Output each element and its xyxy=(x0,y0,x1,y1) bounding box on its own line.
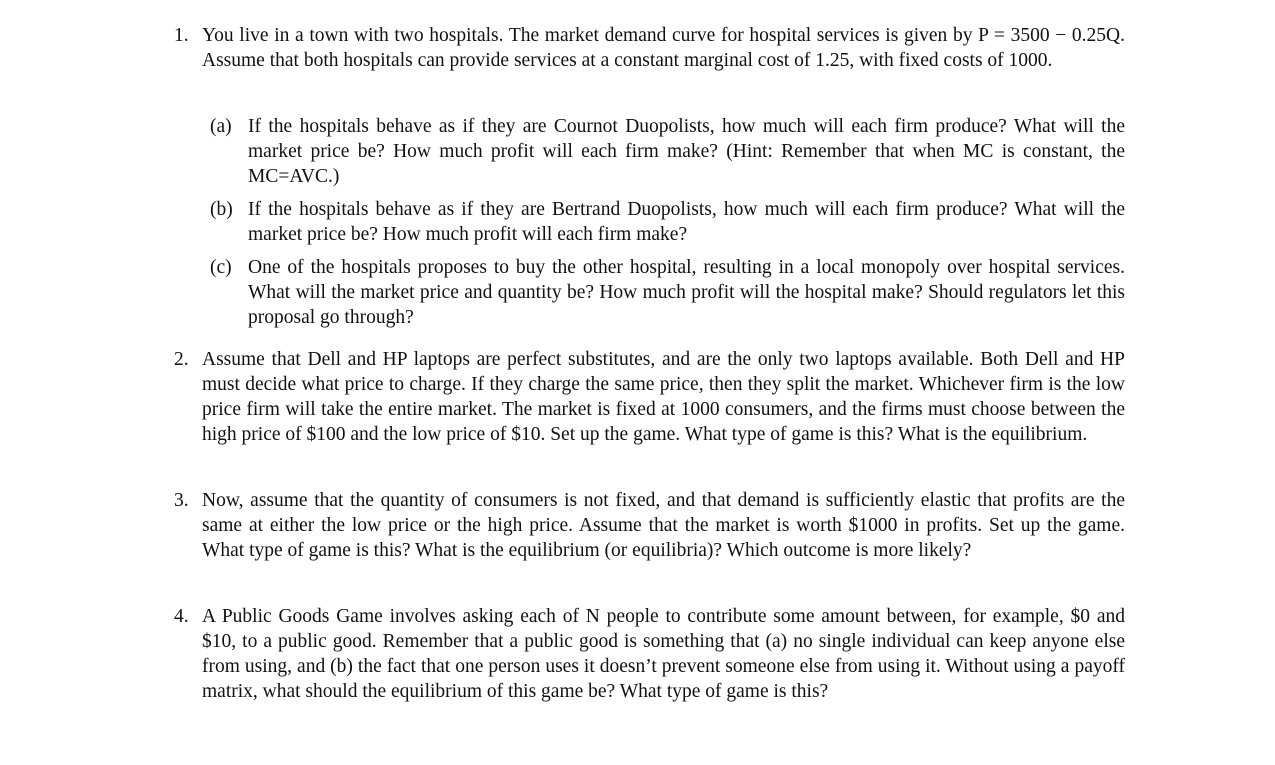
problem-3 xyxy=(174,488,1125,563)
part-label: (b) xyxy=(210,199,233,220)
problem-number: 2. xyxy=(174,349,189,370)
part-label: (c) xyxy=(210,257,232,278)
problem-number: 1. xyxy=(174,25,189,46)
problem-4 xyxy=(174,604,1125,704)
part-label: (a) xyxy=(210,116,232,137)
problem-2 xyxy=(174,347,1125,447)
problem-1-part-b xyxy=(210,197,1125,247)
problem-1-part-a xyxy=(210,114,1125,189)
problem-1 xyxy=(174,23,1125,73)
problem-1-part-c xyxy=(210,255,1125,330)
part-text: If the hospitals behave as if they are Cournot Duopolists, how much will each firm produce? What will the market price be? How much profit will each firm make? (Hint: Remember that when MC is constant, the MC=AVC.) xyxy=(248,116,1125,187)
problem-number: 3. xyxy=(174,490,189,511)
problem-text: Now, assume that the quantity of consumers is not fixed, and that demand is sufficiently elastic that profits are the same at either the low price or the high price. Assume that the market is worth $1000 in profits. Set up the game. What type of game is this? What is the equilibrium (or equilibria)? Which outcome is more likely? xyxy=(202,490,1125,561)
part-text: One of the hospitals proposes to buy the other hospital, resulting in a local monopoly over hospital services. What will the market price and quantity be? How much profit will the hospital make? Should regulators let this proposal go through? xyxy=(248,257,1125,328)
part-text: If the hospitals behave as if they are Bertrand Duopolists, how much will each firm produce? What will the market price be? How much profit will each firm make? xyxy=(248,199,1125,245)
problem-text: You live in a town with two hospitals. The market demand curve for hospital services is given by P = 3500 − 0.25Q. Assume that both hospitals can provide services at a constant marginal cost of 1.25, with fixed costs of 1000. xyxy=(202,25,1125,71)
problem-text: A Public Goods Game involves asking each of N people to contribute some amount between, for example, $0 and $10, to a public good. Remember that a public good is something that (a) no single individual can keep anyone else from using, and (b) the fact that one person uses it doesn’t prevent someone else from using it. Without using a payoff matrix, what should the equilibrium of this game be? What type of game is this? xyxy=(202,606,1125,702)
problem-number: 4. xyxy=(174,606,189,627)
problem-text: Assume that Dell and HP laptops are perfect substitutes, and are the only two laptops available. Both Dell and HP must decide what price to charge. If they charge the same price, then they split the market. Whichever firm is the low price firm will take the entire market. The market is fixed at 1000 consumers, and the firms must choose between the high price of $100 and the low price of $10. Set up the game. What type of game is this? What is the equilibrium. xyxy=(202,349,1125,445)
